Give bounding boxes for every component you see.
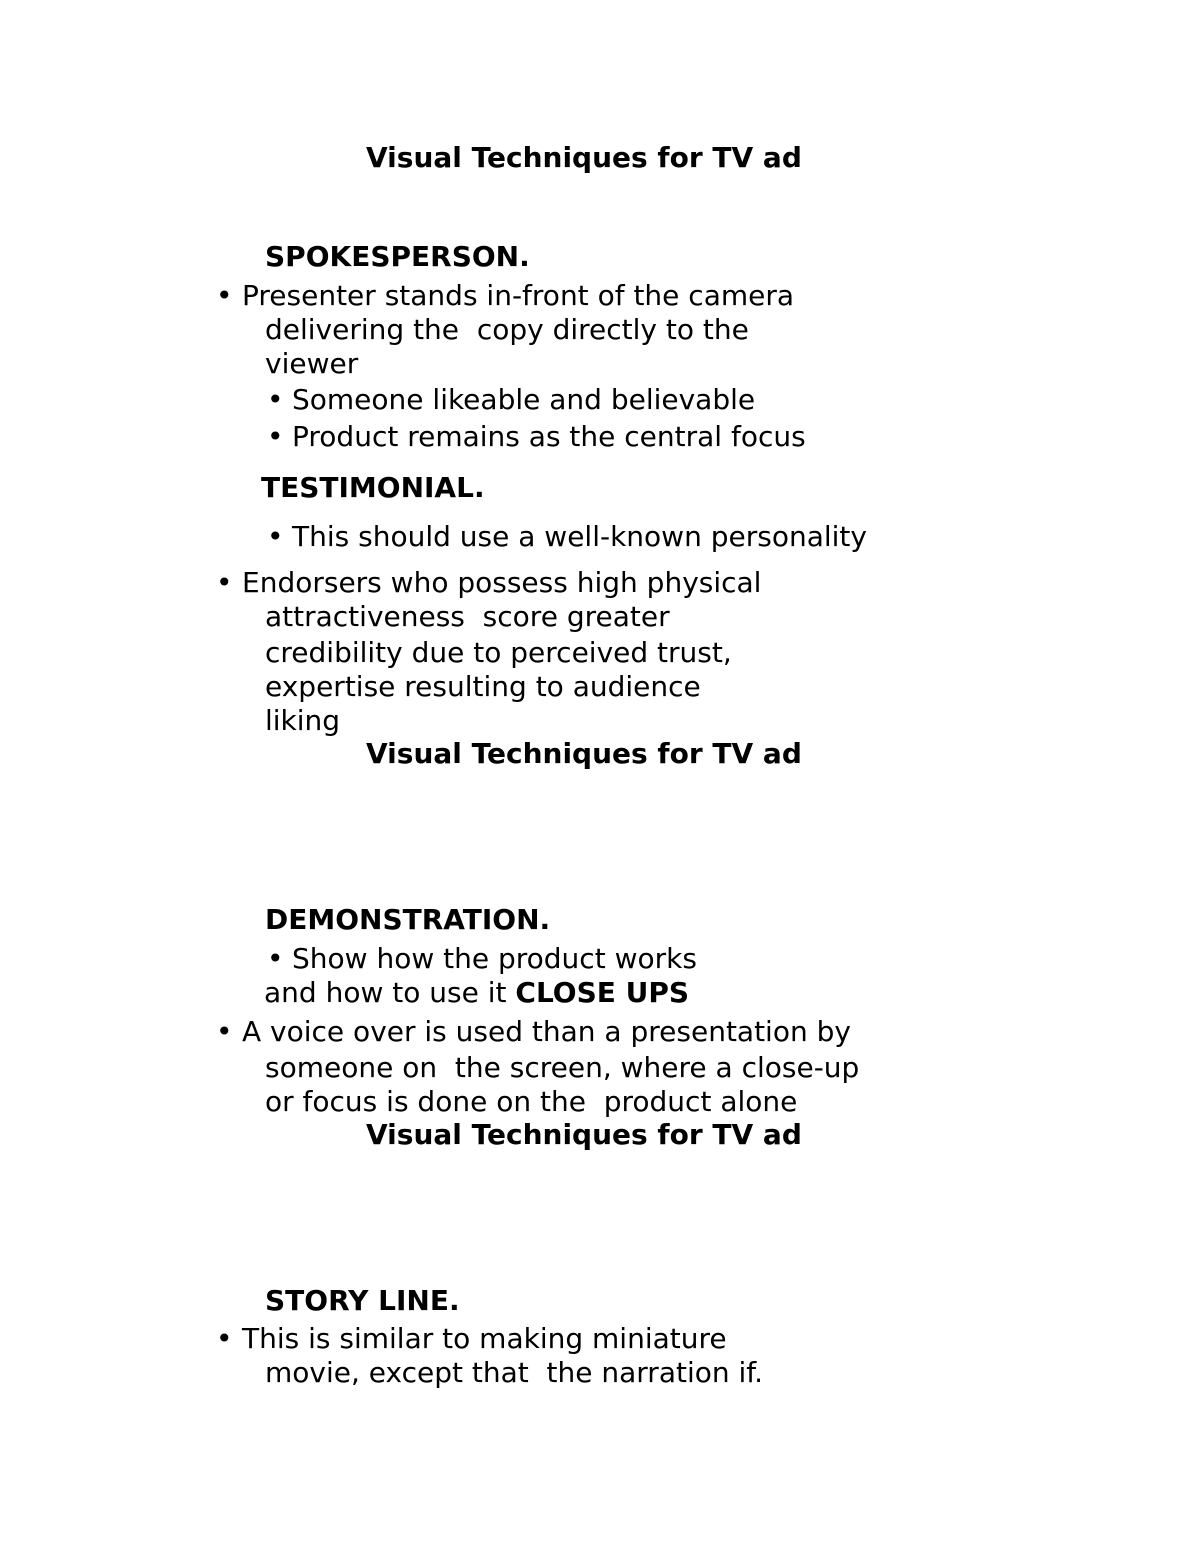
story-line-bullet-text: This is similar to making miniature <box>242 1322 727 1355</box>
bullet-icon: • <box>267 383 284 416</box>
demonstration-line <box>264 976 689 1010</box>
testimonial-bullet-text: expertise resulting to audience <box>265 670 701 703</box>
demonstration-bullet-text: someone on the screen, where a close-up <box>265 1051 860 1084</box>
section-heading-demonstration: DEMONSTRATION. <box>265 903 551 936</box>
testimonial-bullet-text: Endorsers who possess high physical <box>242 566 762 599</box>
section-heading-spokesperson: SPOKESPERSON. <box>265 240 530 273</box>
section-title: Visual Techniques for TV ad <box>366 1118 802 1151</box>
spokesperson-sub-bullet: Someone likeable and believable <box>292 383 756 416</box>
bullet-icon: • <box>216 566 233 599</box>
testimonial-bullet-text: attractiveness score greater <box>265 600 670 633</box>
demonstration-bullet-text: A voice over is used than a presentation by <box>242 1015 851 1048</box>
story-line-bullet-text: movie, except that the narration if. <box>265 1356 764 1389</box>
spokesperson-bullet-text: viewer <box>265 347 359 380</box>
bullet-icon: • <box>216 279 233 312</box>
spokesperson-sub-bullet: Product remains as the central focus <box>292 420 806 453</box>
testimonial-sub-bullet: This should use a well-known personality <box>292 520 867 553</box>
spokesperson-bullet-text: delivering the copy directly to the <box>265 313 749 346</box>
testimonial-bullet-text: liking <box>265 704 341 737</box>
bullet-icon: • <box>267 942 284 975</box>
section-heading-story-line: STORY LINE. <box>265 1284 460 1317</box>
bullet-icon: • <box>267 520 284 553</box>
testimonial-bullet-text: credibility due to perceived trust, <box>265 636 732 669</box>
bullet-icon: • <box>267 420 284 453</box>
section-title: Visual Techniques for TV ad <box>366 737 802 770</box>
section-heading-testimonial: TESTIMONIAL. <box>261 471 485 504</box>
bullet-icon: • <box>216 1322 233 1355</box>
page-title: Visual Techniques for TV ad <box>366 141 802 174</box>
demonstration-sub-bullet: Show how the product works <box>292 942 697 975</box>
spokesperson-bullet-text: Presenter stands in-front of the camera <box>242 279 795 312</box>
bullet-icon: • <box>216 1015 233 1048</box>
demonstration-bullet-text: or focus is done on the product alone <box>265 1085 798 1118</box>
demonstration-line-text: and how to use it <box>264 976 516 1009</box>
close-ups-heading: CLOSE UPS <box>515 976 690 1009</box>
